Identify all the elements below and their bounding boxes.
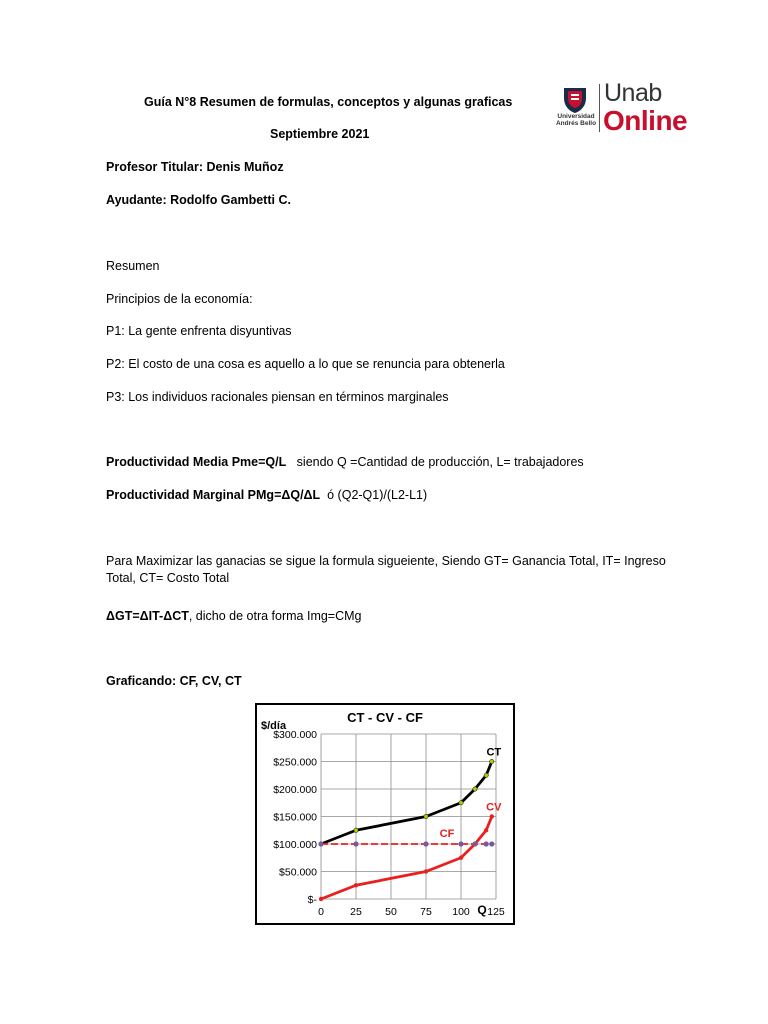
university-line-1: Universidad [557,113,595,120]
data-point-ct [424,814,428,818]
series-label-ct: CT [486,746,502,759]
data-point-cv [490,814,494,818]
unab-online-logo [552,79,688,136]
data-point-cf [423,841,428,846]
x-tick-label: 0 [318,906,324,918]
data-point-ct [354,828,358,832]
y-tick-label: $100.000 [273,839,317,851]
data-point-cf [458,841,463,846]
data-point-ct [484,773,488,777]
document-title: Guía N°8 Resumen de formulas, conceptos y algunas graficas [144,95,513,109]
y-tick-label: $150.000 [273,811,317,824]
chart-title: CT - CV - CF [347,710,423,725]
professor-line: Profesor Titular: Denis Muñoz [106,160,284,174]
cost-chart [255,703,515,925]
resumen-heading: Resumen [106,259,160,273]
series-label-cv: CV [486,801,502,814]
delta-formula-label: ΔGT=ΔIT-ΔCT [106,609,189,623]
delta-formula [106,608,362,625]
data-point-cf [318,841,323,846]
y-tick-label: $- [307,894,317,906]
delta-formula-desc: , dicho de otra forma Img=CMg [188,609,362,623]
series-line-ct [321,762,492,845]
y-axis-label: $/día [261,720,287,732]
x-tick-label: 75 [420,906,432,918]
series-line-cv [321,817,492,900]
university-name [546,113,606,127]
principles-heading: Principios de la economía: [106,292,253,306]
pme-formula-label: Productividad Media Pme=Q/L [106,455,287,469]
data-point-cf [472,841,477,846]
data-point-ct [473,787,477,791]
pme-formula [106,454,584,471]
document-date: Septiembre 2021 [270,127,370,141]
pmg-formula-desc: ó (Q2-Q1)/(L2-L1) [320,488,428,502]
principle-3: P3: Los individuos racionales piensan en términos marginales [106,390,449,404]
x-tick-label: 100 [452,906,470,918]
data-point-ct [459,801,463,805]
pmg-formula-label: Productividad Marginal PMg=ΔQ/ΔL [106,488,321,502]
data-point-cf [489,841,494,846]
principle-1: P1: La gente enfrenta disyuntivas [106,324,292,338]
x-tick-label: 125 [487,906,505,918]
data-point-cv [424,869,428,873]
brand-top: Unab [604,79,662,107]
x-tick-label: 25 [350,906,362,918]
y-tick-label: $200.000 [273,784,317,796]
maximize-paragraph: Para Maximizar las ganacias se sigue la formula sigueiente, Siendo GT= Ganancia Total, IT= Ingreso Total, CT= Costo Total [106,554,666,585]
logo-divider [599,84,600,132]
data-point-ct [490,759,494,763]
pme-formula-desc: siendo Q =Cantidad de producción, L= trabajadores [286,455,584,469]
university-line-2: Andrés Bello [555,120,597,127]
data-point-cv [319,897,323,901]
assistant-line: Ayudante: Rodolfo Gambetti C. [106,193,291,207]
graficando-heading: Graficando: CF, CV, CT [106,674,242,688]
cost-chart-svg [257,705,513,923]
data-point-cv [459,856,463,860]
y-tick-label: $300.000 [273,729,317,741]
pmg-formula [106,487,427,504]
data-point-cv [484,828,488,832]
x-axis-label: Q [477,903,487,917]
x-tick-label: 50 [385,906,397,918]
data-point-cv [354,883,358,887]
y-tick-label: $250.000 [273,756,317,769]
data-point-cf [353,841,358,846]
data-point-cf [484,841,489,846]
principle-2: P2: El costo de una cosa es aquello a lo que se renuncia para obtenerla [106,357,505,371]
brand-bottom: Online [603,105,688,136]
series-label-cf: CF [439,828,455,840]
y-tick-label: $50.000 [279,866,317,879]
